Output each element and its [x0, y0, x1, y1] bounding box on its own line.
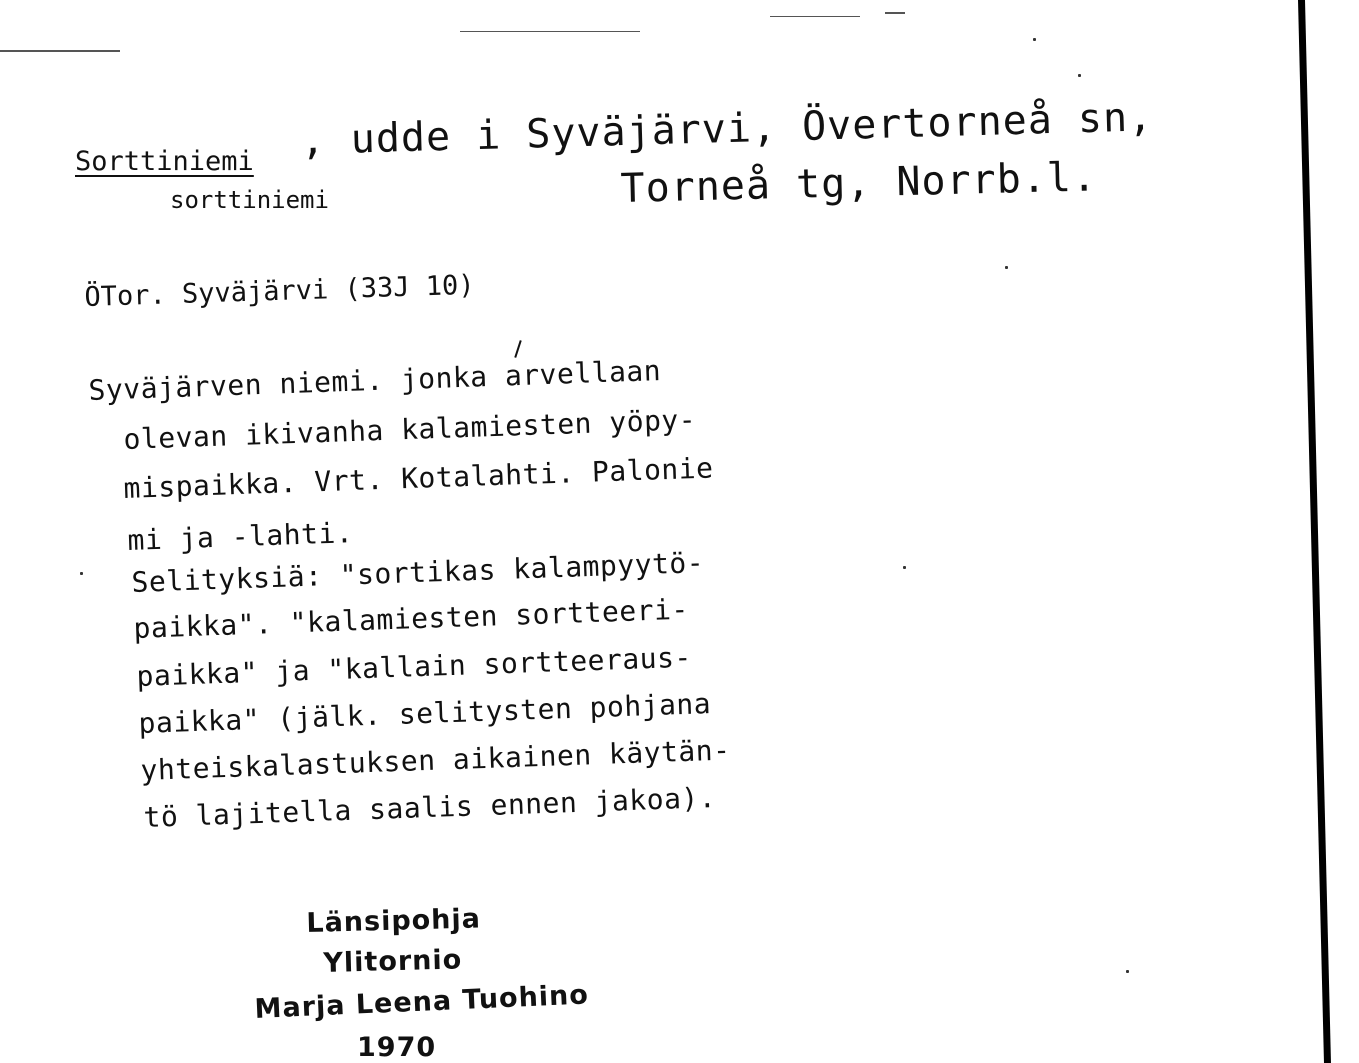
- headword: Sorttiniemi: [75, 146, 254, 177]
- scan-noise: [885, 12, 905, 14]
- headword-row: [75, 146, 254, 177]
- stamp-year: 1970: [357, 1032, 437, 1063]
- scan-noise: [0, 50, 120, 52]
- body-line: [143, 781, 717, 834]
- scan-noise: [770, 16, 860, 17]
- body-line: [133, 593, 689, 645]
- stamp-collector-row: [254, 979, 589, 1025]
- scan-edge-line: [1298, 0, 1331, 1063]
- body-text: yhteiskalastuksen aikainen käytän-: [140, 733, 731, 787]
- source-reference: ÖTor. Syväjärvi (33J 10): [84, 269, 475, 313]
- scan-noise: [80, 572, 83, 575]
- scan-noise: [1005, 266, 1008, 269]
- stamp-region-row: [306, 903, 481, 939]
- body-line: [123, 403, 697, 456]
- body-line: [123, 451, 714, 505]
- body-line: [138, 687, 712, 740]
- source-row: [84, 270, 475, 313]
- body-text: paikka" ja "kallain sortteeraus-: [136, 640, 693, 693]
- header-line-2: [620, 154, 1098, 212]
- scan-noise: [1078, 74, 1081, 77]
- pronunciation: sorttiniemi: [170, 186, 329, 214]
- stamp-region: Länsipohja: [306, 903, 482, 939]
- body-text: tö lajitella saalis ennen jakoa).: [143, 781, 717, 834]
- header-part-1: , udde i Syväjärvi, Övertorneå sn,: [300, 94, 1154, 164]
- body-text: Syväjärven niemi. jonka arvellaan: [88, 354, 662, 407]
- body-line: [136, 641, 692, 693]
- body-text: mispaikka. Vrt. Kotalahti. Palonie: [123, 451, 714, 505]
- body-text: Selityksiä: "sortikas kalampyytö-: [131, 546, 705, 599]
- scan-noise: [903, 566, 906, 569]
- body-line: [127, 516, 354, 557]
- stamp-collector: Marja Leena Tuohino: [254, 979, 590, 1025]
- stamp-parish: Ylitornio: [323, 944, 463, 979]
- body-text: olevan ikivanha kalamiesten yöpy-: [123, 403, 697, 456]
- body-text: mi ja -lahti.: [127, 516, 354, 557]
- stamp-parish-row: [323, 944, 463, 979]
- scan-noise: [460, 31, 640, 32]
- header-line-1: [300, 94, 1154, 164]
- body-line: [140, 733, 731, 787]
- header-part-2: Torneå tg, Norrb.l.: [620, 154, 1098, 212]
- body-line: [131, 546, 705, 599]
- scan-noise: [1033, 38, 1036, 41]
- accent-mark: [514, 340, 521, 358]
- body-text: paikka" (jälk. selitysten pohjana: [138, 687, 712, 740]
- pronunciation-row: [170, 186, 329, 214]
- scan-noise: [1126, 970, 1129, 973]
- body-line: [88, 354, 662, 407]
- body-text: paikka". "kalamiesten sortteeri-: [133, 592, 690, 645]
- stamp-year-row: [357, 1032, 436, 1063]
